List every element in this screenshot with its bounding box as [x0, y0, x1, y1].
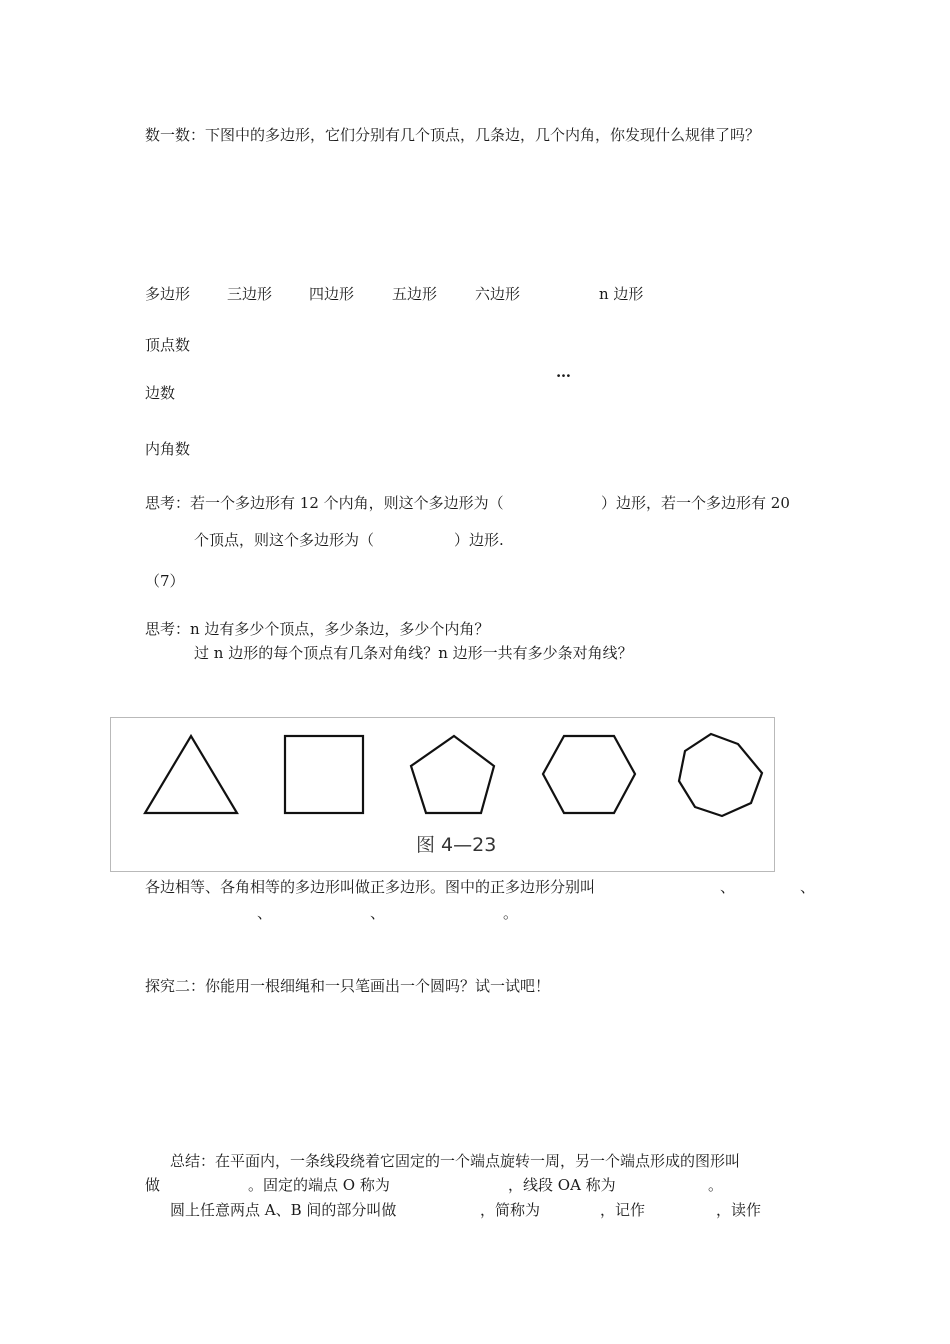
- separator: 、: [720, 878, 736, 896]
- think1-line2-b: ）边形.: [454, 531, 504, 549]
- explore2-heading: 探究二：你能用一根细绳和一只笔画出一个圆吗？试一试吧！: [145, 977, 551, 995]
- table-row-vertices: 顶点数: [145, 336, 191, 354]
- think1-line2-a: 个顶点，则这个多边形为（: [194, 531, 375, 549]
- think1-line1-a: 思考：若一个多边形有 12 个内角，则这个多边形为（: [145, 494, 504, 512]
- triangle-icon: [145, 736, 237, 813]
- separator: 、: [257, 904, 273, 922]
- summary-line1: 总结：在平面内，一条线段绕着它固定的一个端点旋转一周，另一个端点形成的图形叫: [170, 1152, 741, 1170]
- think2-line1: 思考：n 边有多少个顶点，多少条边，多少个内角？: [145, 620, 490, 638]
- square-icon: [285, 736, 363, 813]
- table-col-hexagon: 六边形: [475, 285, 521, 303]
- regular-polygons-figure: [110, 717, 775, 872]
- summary-line3-c: ，记作: [600, 1201, 646, 1219]
- summary-line3-d: ，读作: [716, 1201, 762, 1219]
- table-col-triangle: 三边形: [227, 285, 273, 303]
- octagon-icon: [679, 734, 762, 816]
- table-row-edges: 边数: [145, 384, 176, 402]
- figure-caption: 图 4—23: [416, 834, 497, 856]
- sentence-end: 。: [503, 904, 519, 922]
- table-col-pentagon: 五边形: [392, 285, 438, 303]
- item-number: （7）: [145, 572, 185, 590]
- summary-line2-c: ，线段 OA 称为: [508, 1176, 616, 1194]
- separator: 、: [800, 878, 816, 896]
- summary-line2-d: 。: [708, 1176, 724, 1194]
- table-row-angles: 内角数: [145, 440, 191, 458]
- summary-line2-a: 做: [145, 1176, 161, 1194]
- table-header-label: 多边形: [145, 285, 191, 303]
- think2-line2: 过 n 边形的每个顶点有几条对角线？n 边形一共有多少条对角线？: [194, 644, 633, 662]
- table-ellipsis: …: [556, 363, 571, 381]
- summary-line2-b: 。固定的端点 O 称为: [248, 1176, 390, 1194]
- count-prompt: 数一数：下图中的多边形，它们分别有几个顶点，几条边，几个内角，你发现什么规律了吗？: [145, 126, 761, 144]
- hexagon-icon: [543, 736, 635, 813]
- summary-line3-a: 圆上任意两点 A、B 间的部分叫做: [170, 1201, 397, 1219]
- think1-line1-b: ）边形，若一个多边形有 20: [601, 494, 790, 512]
- table-col-n-gon: n 边形: [599, 285, 644, 303]
- table-col-quadrilateral: 四边形: [309, 285, 355, 303]
- regular-polygon-line1: 各边相等、各角相等的多边形叫做正多边形。图中的正多边形分别叫: [145, 878, 596, 896]
- pentagon-icon: [411, 736, 494, 813]
- separator: 、: [370, 904, 386, 922]
- summary-line3-b: ，简称为: [480, 1201, 541, 1219]
